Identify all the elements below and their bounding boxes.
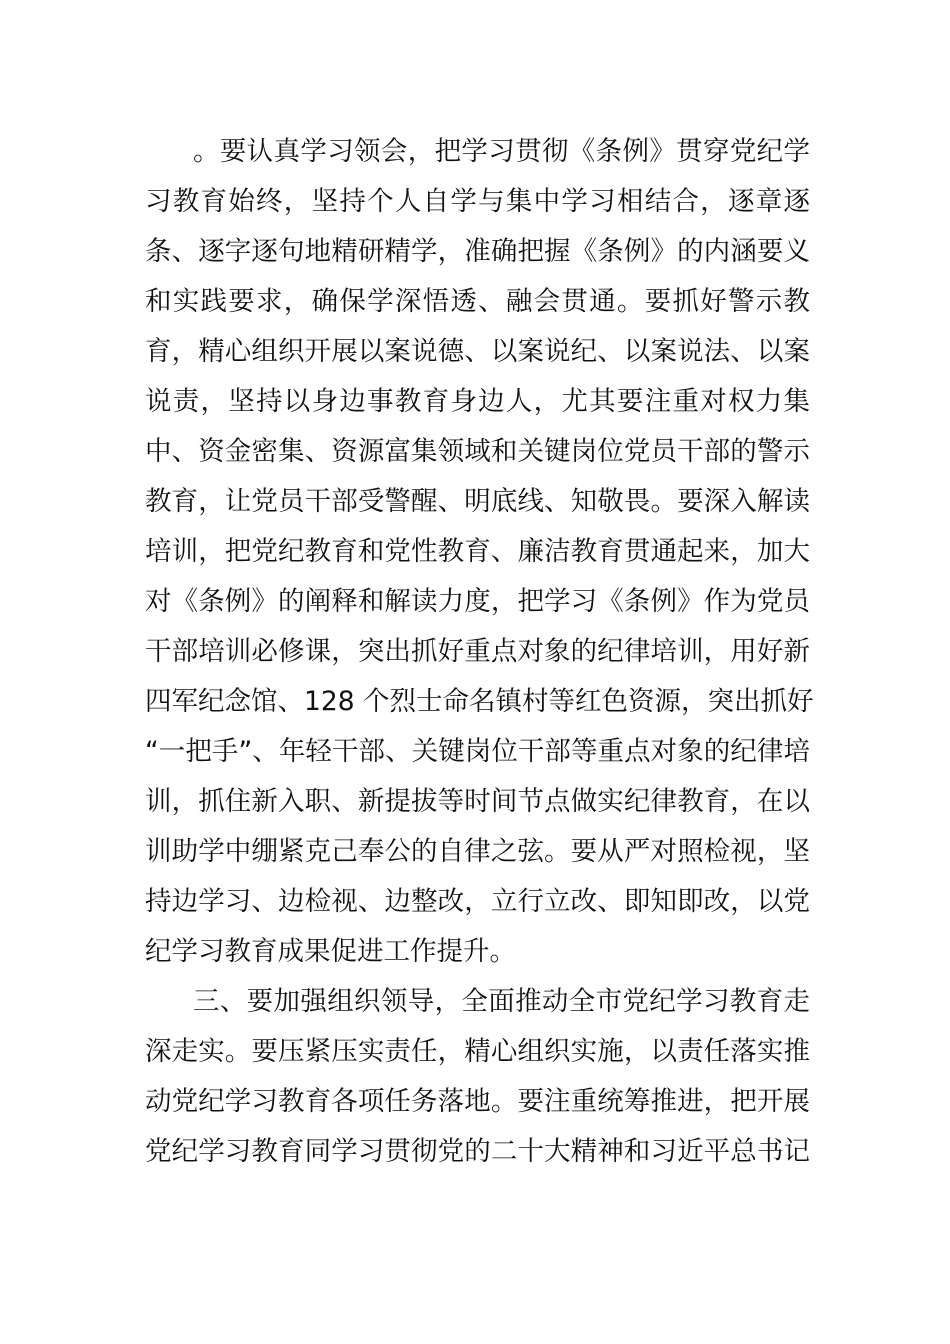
text-line: 干部培训必修课，突出抓好重点对象的纪律培训，用好新 xyxy=(145,636,810,667)
text-line: 说责，坚持以身边事教育身边人，尤其要注重对权力集 xyxy=(145,386,810,417)
text-line: 四军纪念馆、128 个烈士命名镇村等红色资源，突出抓好 xyxy=(145,686,814,717)
text-line: 持边学习、边检视、边整改，立行立改、即知即改，以党 xyxy=(145,886,810,917)
text-line: 对《条例》的阐释和解读力度，把学习《条例》作为党员 xyxy=(145,586,810,617)
text-line: 动党纪学习教育各项任务落地。要注重统筹推进，把开展 xyxy=(145,1086,810,1117)
text-line: 教育，让党员干部受警醒、明底线、知敬畏。要深入解读 xyxy=(145,486,810,517)
text-line: 条、逐字逐句地精研精学，准确把握《条例》的内涵要义 xyxy=(145,236,810,267)
text-line: 深走实。要压紧压实责任，精心组织实施，以责任落实推 xyxy=(145,1036,810,1067)
section-heading-line: 三、要加强组织领导，全面推动全市党纪学习教育走 xyxy=(193,986,810,1017)
text-line: 训，抓住新入职、新提拔等时间节点做实纪律教育，在以 xyxy=(145,786,810,817)
text-line: “一把手”、年轻干部、关键岗位干部等重点对象的纪律培 xyxy=(145,736,810,767)
text-line: 育，精心组织开展以案说德、以案说纪、以案说法、以案 xyxy=(145,336,810,367)
text-line: 培训，把党纪教育和党性教育、廉洁教育贯通起来，加大 xyxy=(145,536,810,567)
text-line: 习教育始终，坚持个人自学与集中学习相结合，逐章逐 xyxy=(145,186,810,217)
text-line: 纪学习教育成果促进工作提升。 xyxy=(145,936,516,967)
text-line: 党纪学习教育同学习贯彻党的二十大精神和习近平总书记 xyxy=(145,1136,810,1167)
text-line: 中、资金密集、资源富集领域和关键岗位党员干部的警示 xyxy=(145,436,810,467)
text-line: 。要认真学习领会，把学习贯彻《条例》贯穿党纪学 xyxy=(193,136,810,167)
text-line: 和实践要求，确保学深悟透、融会贯通。要抓好警示教 xyxy=(145,286,810,317)
text-line: 训助学中绷紧克己奉公的自律之弦。要从严对照检视，坚 xyxy=(145,836,810,867)
